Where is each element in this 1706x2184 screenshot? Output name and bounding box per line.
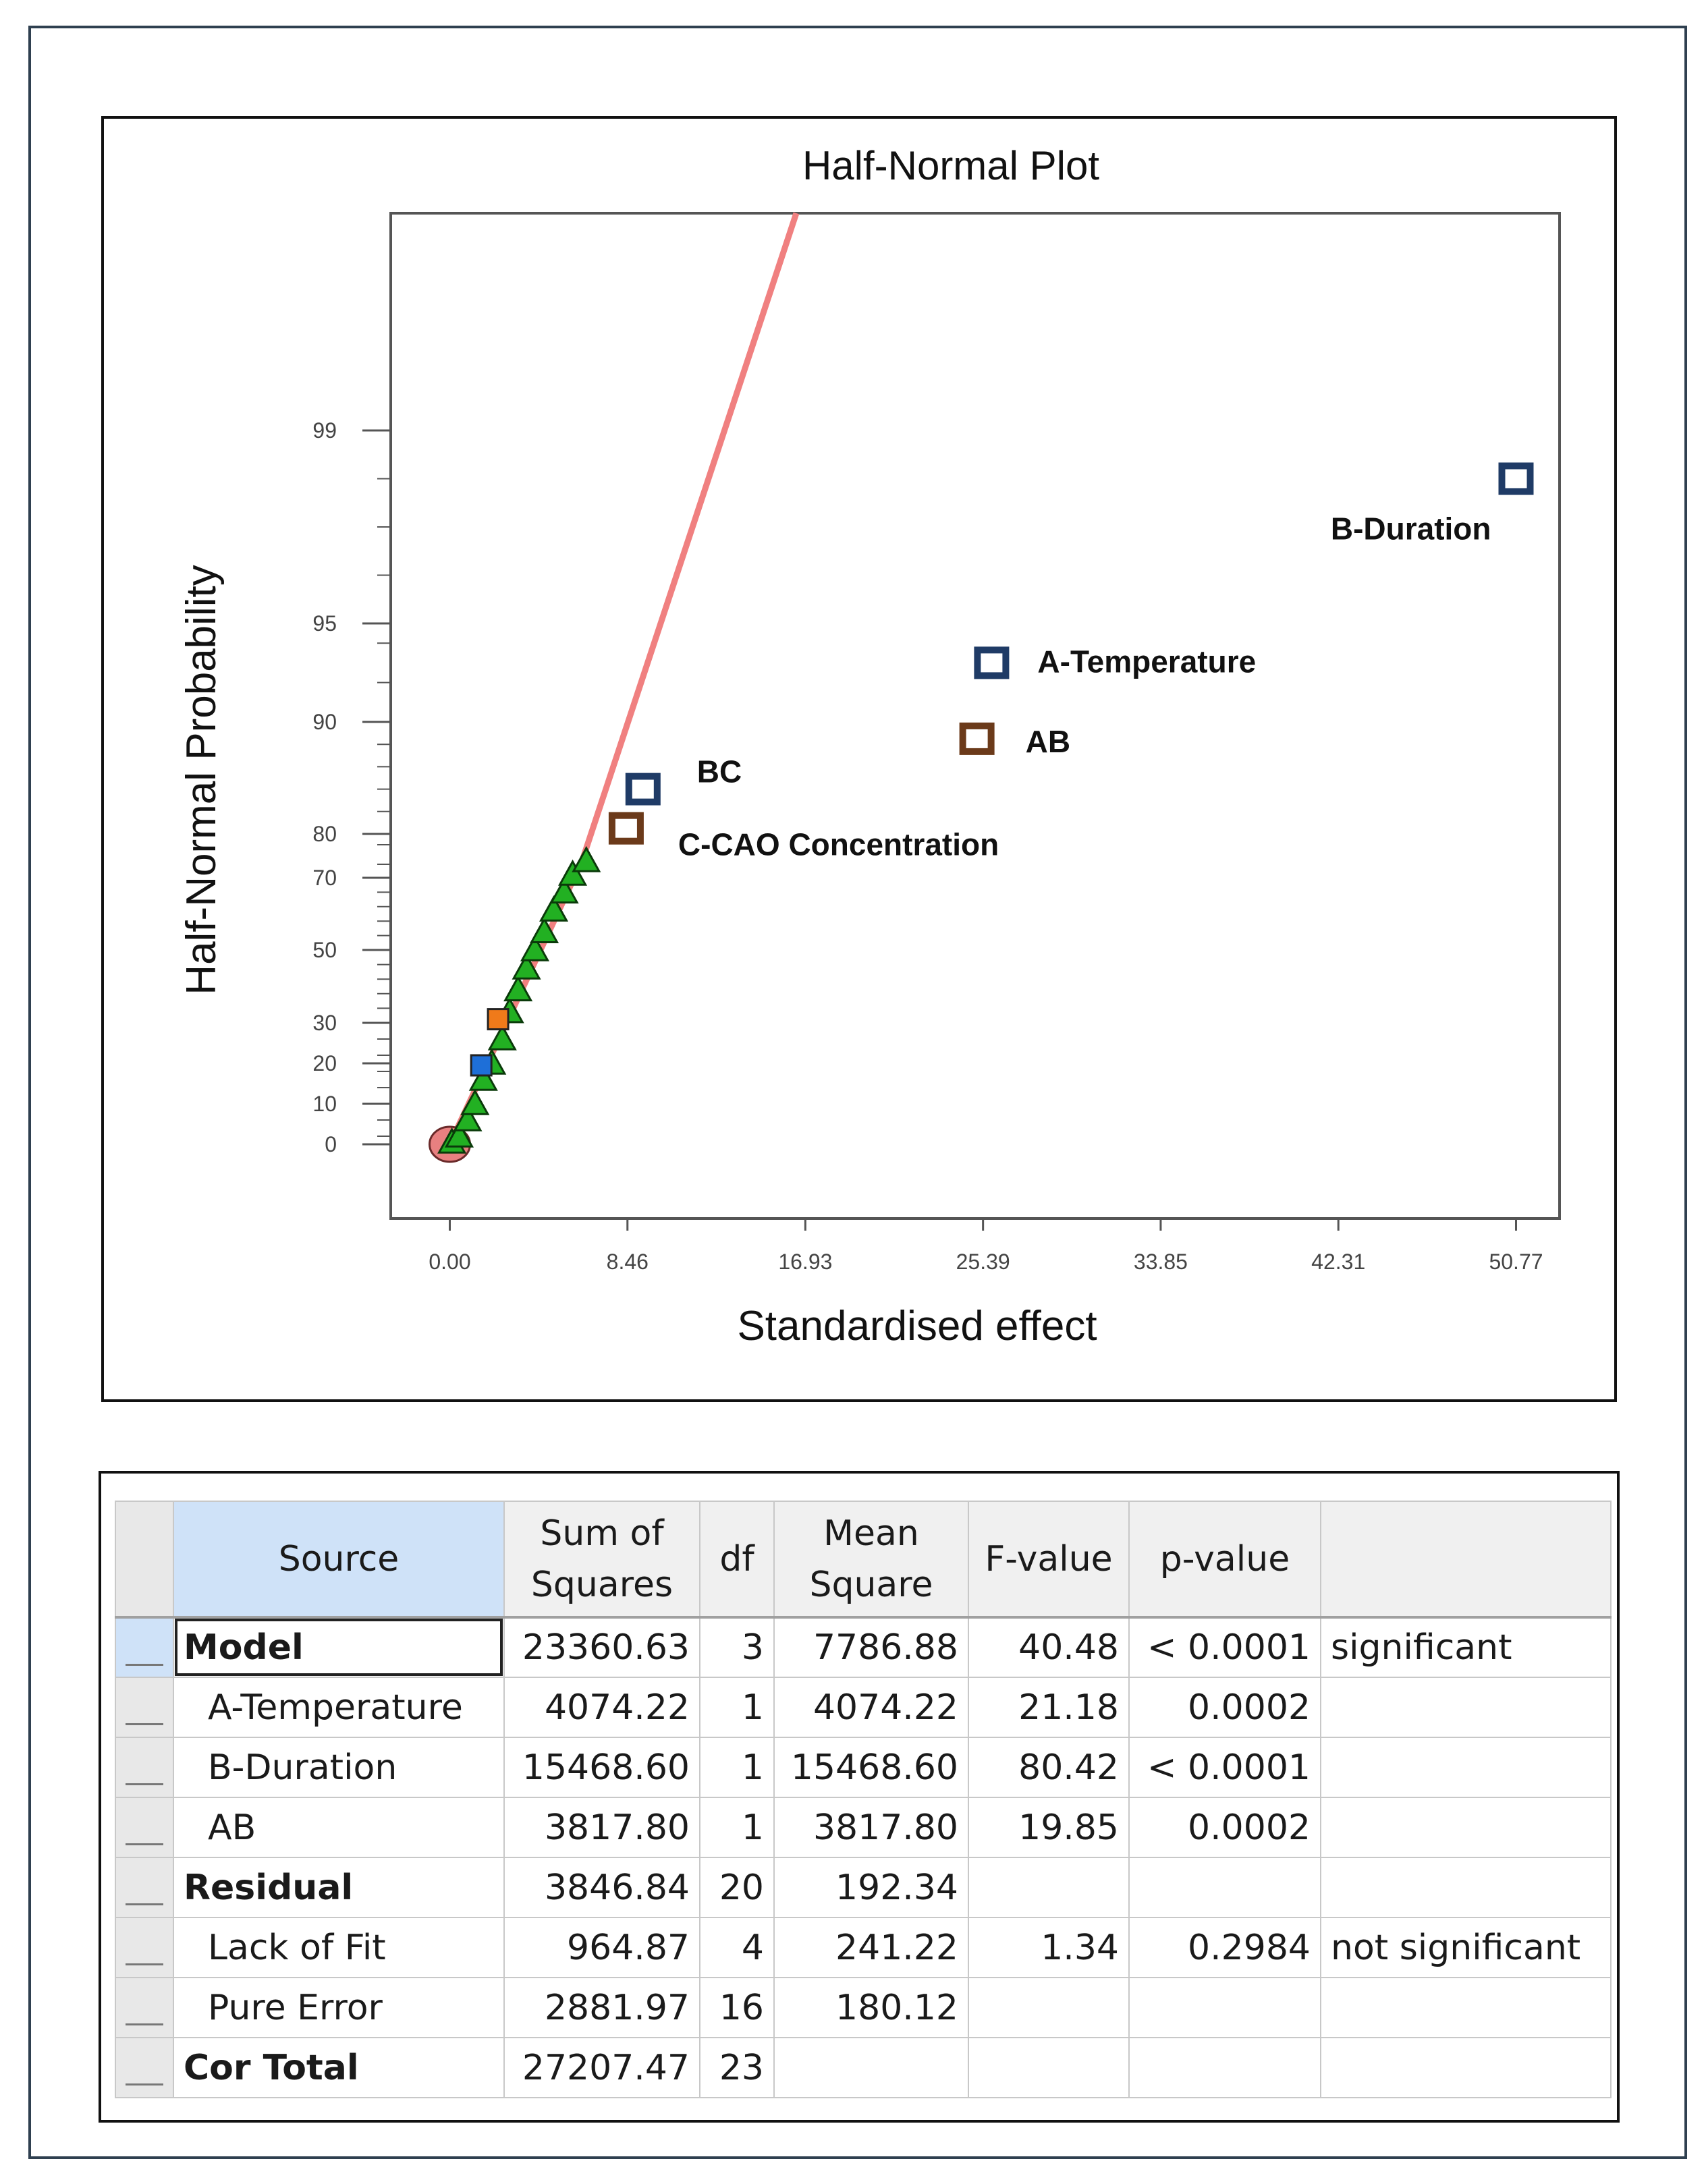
- anova-row[interactable]: [115, 1917, 1611, 1978]
- y-tick-label: 0: [325, 1132, 337, 1156]
- cell-source[interactable]: Pure Error: [173, 1978, 504, 2038]
- cell-source[interactable]: Residual: [173, 1857, 504, 1917]
- header-p-value[interactable]: p-value: [1129, 1501, 1321, 1617]
- x-tick-label: 42.31: [1311, 1250, 1366, 1274]
- anova-header-row: [115, 1501, 1611, 1617]
- anova-row[interactable]: [115, 1617, 1611, 1677]
- cell-p-value[interactable]: [1129, 1978, 1321, 2038]
- cell-sum-of-squares[interactable]: 964.87: [504, 1917, 700, 1978]
- y-tick-label: 95: [312, 611, 337, 636]
- cell-sum-of-squares[interactable]: 3817.80: [504, 1797, 700, 1857]
- cell-p-value[interactable]: 0.2984: [1129, 1917, 1321, 1978]
- row-selector-mark: [126, 1903, 163, 1905]
- cell-note[interactable]: [1321, 1797, 1611, 1857]
- effect-point: [1502, 466, 1531, 492]
- cell-note[interactable]: [1321, 2038, 1611, 2098]
- cell-source[interactable]: A-Temperature: [173, 1677, 504, 1737]
- minor-effect-point: [471, 1055, 491, 1075]
- row-selector-mark: [126, 1664, 163, 1666]
- y-axis-label: Half-Normal Probability: [178, 565, 225, 995]
- cell-f-value[interactable]: 19.85: [968, 1797, 1129, 1857]
- effect-point: [629, 777, 657, 802]
- cell-mean-square[interactable]: 241.22: [774, 1917, 968, 1978]
- y-tick-label: 70: [312, 866, 337, 890]
- cell-sum-of-squares[interactable]: 15468.60: [504, 1737, 700, 1797]
- cell-mean-square[interactable]: 15468.60: [774, 1737, 968, 1797]
- row-selector-mark: [126, 2083, 163, 2085]
- chart-title: Half-Normal Plot: [802, 143, 1100, 188]
- cell-df[interactable]: 16: [700, 1978, 774, 2038]
- row-selector[interactable]: [115, 1917, 173, 1978]
- cell-note[interactable]: [1321, 1978, 1611, 2038]
- cell-f-value[interactable]: 80.42: [968, 1737, 1129, 1797]
- cell-p-value[interactable]: < 0.0001: [1129, 1737, 1321, 1797]
- cell-note[interactable]: significant: [1321, 1617, 1611, 1677]
- x-tick-label: 0.00: [429, 1250, 471, 1274]
- cell-sum-of-squares[interactable]: 23360.63: [504, 1617, 700, 1677]
- cell-f-value[interactable]: 1.34: [968, 1917, 1129, 1978]
- cell-df[interactable]: 1: [700, 1797, 774, 1857]
- effect-label: BC: [696, 754, 742, 789]
- cell-f-value[interactable]: 40.48: [968, 1617, 1129, 1677]
- cell-f-value[interactable]: [968, 1978, 1129, 2038]
- cell-df[interactable]: 3: [700, 1617, 774, 1677]
- cell-df[interactable]: 1: [700, 1677, 774, 1737]
- cell-p-value[interactable]: 0.0002: [1129, 1797, 1321, 1857]
- cell-sum-of-squares[interactable]: 27207.47: [504, 2038, 700, 2098]
- half-normal-plot: [104, 119, 1614, 1399]
- cell-source[interactable]: Lack of Fit: [173, 1917, 504, 1978]
- cell-f-value[interactable]: [968, 2038, 1129, 2098]
- y-tick-label: 10: [312, 1092, 337, 1116]
- cell-p-value[interactable]: 0.0002: [1129, 1677, 1321, 1737]
- cell-df[interactable]: 4: [700, 1917, 774, 1978]
- header-f-value[interactable]: F-value: [968, 1501, 1129, 1617]
- cell-note[interactable]: [1321, 1677, 1611, 1737]
- x-tick-label: 50.77: [1489, 1250, 1543, 1274]
- cell-source[interactable]: AB: [173, 1797, 504, 1857]
- effect-label: AB: [1025, 723, 1071, 759]
- anova-row[interactable]: [115, 1857, 1611, 1917]
- header-note[interactable]: [1321, 1501, 1611, 1617]
- cell-mean-square[interactable]: 192.34: [774, 1857, 968, 1917]
- half-normal-fit-line: [450, 213, 796, 1144]
- effect-label: B-Duration: [1330, 511, 1491, 547]
- row-selector-mark: [126, 1843, 163, 1845]
- cell-f-value[interactable]: 21.18: [968, 1677, 1129, 1737]
- cell-mean-square[interactable]: 3817.80: [774, 1797, 968, 1857]
- row-selector[interactable]: [115, 1978, 173, 2038]
- anova-row[interactable]: [115, 1797, 1611, 1857]
- header-sum-of-squares[interactable]: Sum of Squares: [504, 1501, 700, 1617]
- header-df[interactable]: df: [700, 1501, 774, 1617]
- y-tick-label: 90: [312, 710, 337, 734]
- anova-table: [115, 1501, 1612, 2098]
- y-tick-label: 20: [312, 1051, 337, 1075]
- cell-p-value[interactable]: [1129, 1857, 1321, 1917]
- row-selector-mark: [126, 1783, 163, 1785]
- anova-row[interactable]: [115, 2038, 1611, 2098]
- x-tick-label: 33.85: [1133, 1250, 1188, 1274]
- row-selector[interactable]: [115, 1677, 173, 1737]
- effect-point: [612, 816, 640, 841]
- half-normal-plot-panel: [101, 116, 1617, 1402]
- y-tick-label: 50: [312, 938, 337, 962]
- cell-sum-of-squares[interactable]: 2881.97: [504, 1978, 700, 2038]
- cell-note[interactable]: [1321, 1737, 1611, 1797]
- cell-source[interactable]: Cor Total: [173, 2038, 504, 2098]
- x-axis-label: Standardised effect: [737, 1303, 1097, 1349]
- plot-area: [391, 213, 1560, 1219]
- row-selector-mark: [126, 2023, 163, 2025]
- row-selector[interactable]: [115, 2038, 173, 2098]
- x-tick-label: 25.39: [956, 1250, 1010, 1274]
- cell-df[interactable]: 23: [700, 2038, 774, 2098]
- anova-table-panel: [99, 1471, 1620, 2123]
- cell-sum-of-squares[interactable]: 4074.22: [504, 1677, 700, 1737]
- effect-point: [977, 650, 1006, 675]
- cell-note[interactable]: not significant: [1321, 1917, 1611, 1978]
- row-selector[interactable]: [115, 1617, 173, 1677]
- cell-source[interactable]: Model: [173, 1617, 504, 1677]
- error-term-point: [574, 848, 599, 871]
- cell-df[interactable]: 20: [700, 1857, 774, 1917]
- cell-mean-square[interactable]: [774, 2038, 968, 2098]
- row-selector-header[interactable]: [115, 1501, 173, 1617]
- cell-note[interactable]: [1321, 1857, 1611, 1917]
- cell-mean-square[interactable]: 180.12: [774, 1978, 968, 2038]
- anova-row[interactable]: [115, 1677, 1611, 1737]
- row-selector-mark: [126, 1963, 163, 1965]
- y-tick-label: 30: [312, 1011, 337, 1035]
- cell-p-value[interactable]: < 0.0001: [1129, 1617, 1321, 1677]
- effect-label: A-Temperature: [1037, 644, 1257, 679]
- cell-source[interactable]: B-Duration: [173, 1737, 504, 1797]
- cell-f-value[interactable]: [968, 1857, 1129, 1917]
- cell-sum-of-squares[interactable]: 3846.84: [504, 1857, 700, 1917]
- x-tick-label: 8.46: [606, 1250, 649, 1274]
- row-selector[interactable]: [115, 1737, 173, 1797]
- header-mean-square[interactable]: Mean Square: [774, 1501, 968, 1617]
- cell-p-value[interactable]: [1129, 2038, 1321, 2098]
- cell-mean-square[interactable]: 4074.22: [774, 1677, 968, 1737]
- cell-df[interactable]: 1: [700, 1737, 774, 1797]
- header-source[interactable]: Source: [173, 1501, 504, 1617]
- y-tick-label: 80: [312, 822, 337, 846]
- y-tick-label: 99: [312, 418, 337, 443]
- cell-mean-square[interactable]: 7786.88: [774, 1617, 968, 1677]
- row-selector-mark: [126, 1723, 163, 1725]
- row-selector[interactable]: [115, 1797, 173, 1857]
- row-selector[interactable]: [115, 1857, 173, 1917]
- minor-effect-point: [488, 1009, 508, 1030]
- effect-point: [963, 726, 991, 752]
- anova-row[interactable]: [115, 1737, 1611, 1797]
- x-tick-label: 16.93: [778, 1250, 833, 1274]
- anova-row[interactable]: [115, 1978, 1611, 2038]
- effect-label: C-CAO Concentration: [678, 827, 999, 862]
